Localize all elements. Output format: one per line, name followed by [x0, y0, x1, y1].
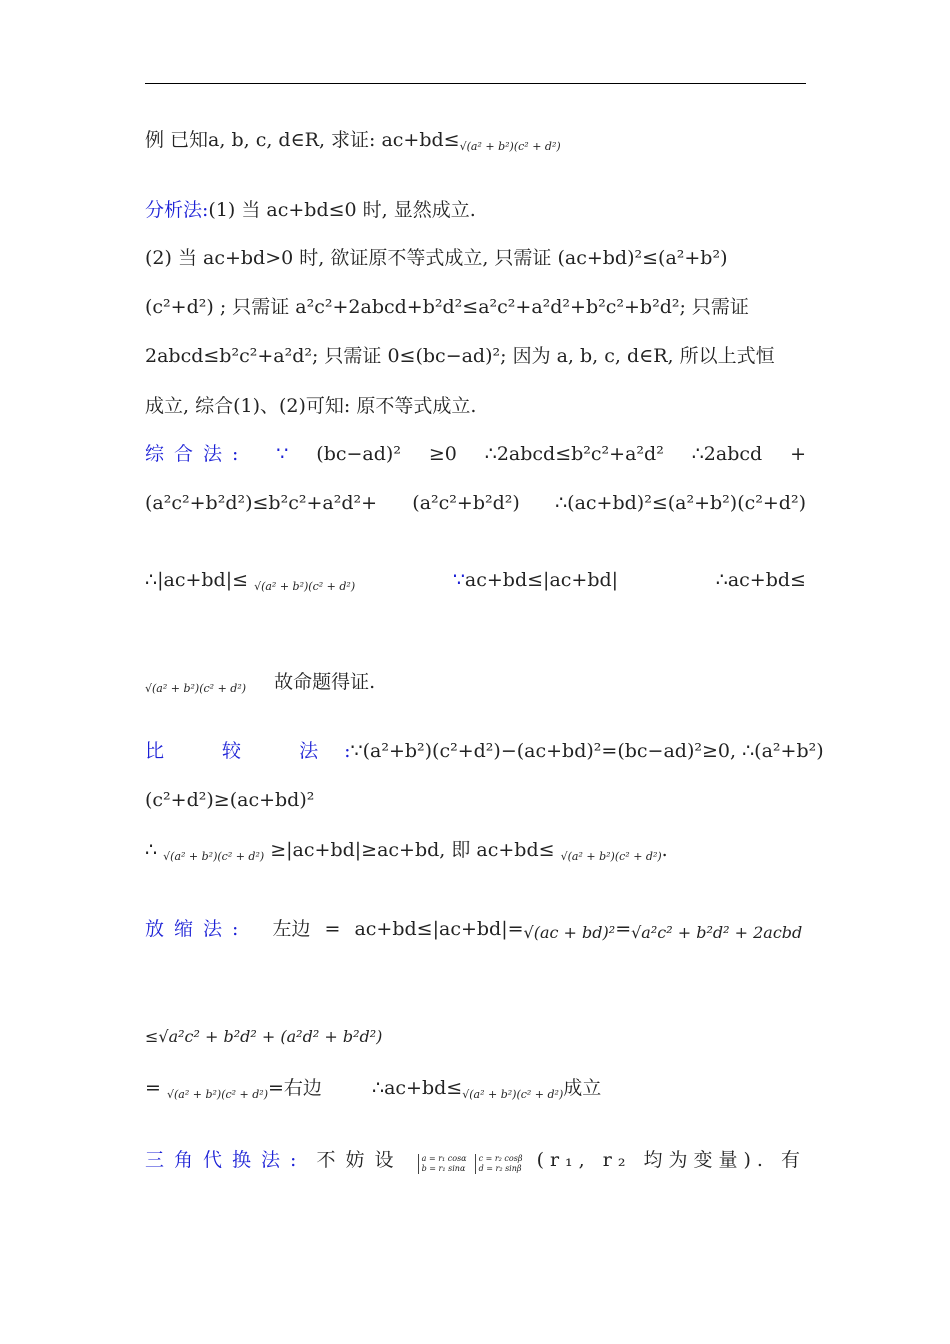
synthesis-label: 综合法:	[145, 443, 249, 465]
scaling-l3-d: 成立	[563, 1077, 602, 1099]
scaling-l3-a: =	[145, 1077, 161, 1099]
synthesis-line-3	[145, 566, 806, 594]
scaling-line-2	[145, 1019, 806, 1047]
scaling-l3-b: =右边	[268, 1077, 322, 1099]
analysis-p3: (c²+d²) ; 只需证 a²c²+2abcd+b²d²≤a²c²+a²d²+b²c²+b²d²; 只需证	[145, 296, 749, 318]
trig-sys2-line-b: d = r₂ sinβ	[478, 1164, 522, 1173]
trig-line	[145, 1146, 806, 1174]
comparison-l1: ∵(a²+b²)(c²+d²)−(ac+bd)²=(bc−ad)²≥0, ∴(a²+b²)	[350, 740, 824, 762]
trig-system-1	[418, 1154, 467, 1174]
comparison-label: 比 较 法	[145, 740, 345, 762]
synthesis-l2-a: (a²c²+b²d²)≤b²c²+a²d²+	[145, 492, 378, 514]
comparison-l3-end: .	[661, 839, 668, 861]
synthesis-l3-b: ac+bd≤|ac+bd|	[464, 569, 619, 591]
synthesis-l2-c: ∴(ac+bd)²≤(a²+b²)(c²+d²)	[555, 492, 806, 514]
scaling-l3-radical-1: √(a² + b²)(c² + d²)	[166, 1088, 269, 1101]
analysis-p1	[145, 196, 806, 224]
synthesis-l4-radical: √(a² + b²)(c² + d²)	[145, 682, 247, 695]
synthesis-line-1	[145, 440, 806, 468]
comparison-l3-a: ∴	[145, 839, 158, 861]
example-radical: √(a² + b²)(c² + d²)	[459, 140, 561, 153]
synthesis-l2-b: (a²c²+b²d²)	[412, 492, 520, 514]
analysis-p2: (2) 当 ac+bd>0 时, 欲证原不等式成立, 只需证 (ac+bd)²≤(a²+b²)	[145, 247, 728, 269]
synthesis-l3-a: ∴|ac+bd|≤	[145, 569, 249, 591]
analysis-p1-text: (1) 当 ac+bd≤0 时, 显然成立.	[208, 199, 476, 221]
analysis-p5: 成立, 综合(1)、(2)可知: 原不等式成立.	[145, 395, 477, 417]
scaling-l1-eq: =	[615, 918, 632, 940]
synthesis-l3-c: ∴ac+bd≤	[715, 569, 806, 591]
scaling-l3-radical-2: √(a² + b²)(c² + d²)	[462, 1088, 564, 1101]
synthesis-l1-e: +	[790, 443, 806, 465]
scaling-l1-radical-2: √a²c² + b²d² + 2acbd	[631, 923, 803, 942]
synthesis-l1-b: ≥0	[428, 443, 457, 465]
synthesis-l4-text: 故命题得证.	[274, 671, 376, 693]
comparison-colon: :	[344, 740, 351, 762]
synthesis-line-2	[145, 489, 806, 517]
scaling-line-1	[145, 915, 806, 943]
comparison-line-3	[145, 836, 806, 864]
scaling-label: 放缩法:	[145, 918, 249, 940]
synthesis-line-4	[145, 668, 806, 696]
comparison-l3-radical-2: √(a² + b²)(c² + d²)	[560, 850, 662, 863]
scaling-line-3	[145, 1074, 806, 1102]
because-symbol: ∵	[276, 443, 289, 465]
synthesis-l3-radical: √(a² + b²)(c² + d²)	[254, 580, 356, 593]
trig-system-2	[475, 1154, 523, 1174]
example-text: 例 已知a, b, c, d∈R, 求证: ac+bd≤	[145, 129, 460, 151]
trig-sys1-line-b: b = r₁ sinα	[421, 1164, 466, 1173]
scaling-l2-radical: ≤√a²c² + b²d² + (a²d² + b²d²)	[145, 1027, 383, 1046]
synthesis-l1-a: (bc−ad)²	[316, 443, 401, 465]
comparison-l3-radical-1: √(a² + b²)(c² + d²)	[163, 850, 265, 863]
scaling-l3-c: ∴ac+bd≤	[371, 1077, 463, 1099]
scaling-l1-radical-1: √(ac + bd)²	[523, 923, 616, 942]
comparison-line-1	[145, 737, 824, 765]
trig-sys2-line-a: c = r₂ cosβ	[478, 1154, 523, 1163]
example-statement	[145, 126, 806, 154]
comparison-l3-b: ≥|ac+bd|≥ac+bd, 即 ac+bd≤	[270, 839, 555, 861]
analysis-label: 分析法:	[145, 199, 209, 221]
header-rule	[145, 83, 806, 84]
because-symbol-2: ∵	[452, 569, 465, 591]
comparison-line-2: (c²+d²)≥(ac+bd)²	[145, 789, 315, 811]
synthesis-l1-c: ∴2abcd≤b²c²+a²d²	[484, 443, 664, 465]
analysis-p4: 2abcd≤b²c²+a²d²; 只需证 0≤(bc−ad)²; 因为 a, b, c, d∈R, 所以上式恒	[145, 345, 775, 367]
trig-label: 三角代换法:	[145, 1149, 307, 1171]
trig-text-b: (r₁, r₂ 均为变量). 有	[536, 1149, 806, 1171]
trig-text-a: 不妨设	[316, 1149, 404, 1171]
scaling-l1-a: 左边 = ac+bd≤|ac+bd|=	[272, 918, 524, 940]
synthesis-l1-d: ∴2abcd	[691, 443, 763, 465]
trig-substitution-systems	[414, 1154, 527, 1174]
trig-sys1-line-a: a = r₁ cosα	[421, 1154, 467, 1163]
